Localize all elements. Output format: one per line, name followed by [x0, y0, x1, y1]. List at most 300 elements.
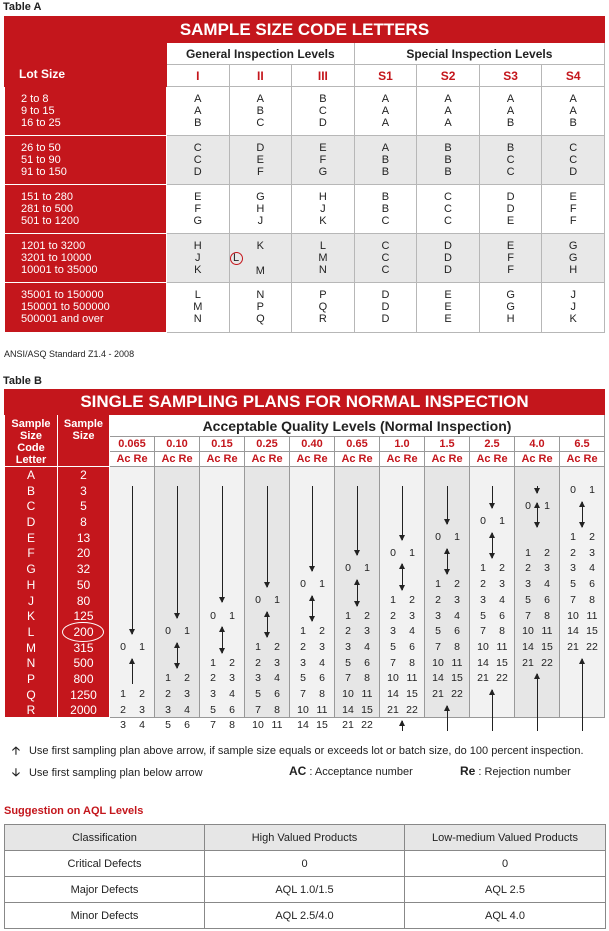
code-letter-cell	[542, 283, 605, 333]
lot-range: 16 to 25	[21, 117, 61, 129]
code-letter: G	[26, 562, 36, 577]
code-letter: E	[506, 215, 515, 227]
lot-size-cell	[5, 185, 167, 234]
legend-down-text: Use first sampling plan below arrow	[28, 767, 203, 779]
code-letter: F	[319, 154, 327, 166]
code-letter: K	[319, 215, 327, 227]
re-value: 4	[364, 640, 370, 653]
lot-size-header: Lot Size	[5, 43, 167, 87]
ac-value: 2	[525, 562, 531, 575]
code-letter: C	[318, 105, 327, 117]
re-value: 6	[229, 703, 235, 716]
sample-size-header: Sample Size	[58, 415, 110, 467]
table-row	[5, 234, 605, 283]
ac-value: 3	[480, 593, 486, 606]
ac-value: 10	[297, 703, 309, 716]
re-value: 6	[364, 656, 370, 669]
re-value: 8	[544, 609, 550, 622]
code-letter: K	[569, 313, 577, 325]
code-letter: F	[507, 264, 514, 276]
code-letter-cell	[417, 234, 480, 283]
re-value: 11	[406, 672, 418, 685]
code-letter: H	[193, 240, 202, 252]
code-letter-cell	[229, 87, 292, 136]
standard-note: ANSI/ASQ Standard Z1.4 - 2008	[4, 349, 135, 359]
sample-size: 8	[80, 515, 87, 530]
suggestion-cell: AQL 2.5/4.0	[205, 903, 405, 929]
re-text: : Rejection number	[478, 766, 571, 778]
ac-value: 5	[480, 609, 486, 622]
aql-level: 2.5	[470, 437, 515, 452]
code-letter: B	[506, 142, 515, 154]
code-letter: A	[506, 105, 515, 117]
up-arrow-icon	[537, 674, 538, 731]
aql-level: 0.65	[335, 437, 380, 452]
ac-value: 14	[342, 703, 354, 716]
code-letter-cell	[229, 234, 292, 283]
re-value: 22	[361, 719, 373, 732]
ac-value: 0	[165, 625, 171, 638]
re-value: 2	[229, 656, 235, 669]
code-letter: A	[381, 93, 390, 105]
ac-re-header	[200, 452, 245, 467]
code-letter-cell	[229, 283, 292, 333]
lot-range: 2 to 8	[21, 93, 49, 105]
ac-value: 21	[522, 656, 534, 669]
legend-re	[460, 764, 571, 778]
re-value: 1	[589, 484, 595, 496]
re-value: 4	[319, 656, 325, 669]
sample-size-code-table	[4, 16, 605, 333]
suggestion-cell: Critical Defects	[5, 851, 205, 877]
code-letter: J	[195, 252, 201, 264]
code-letter: M	[318, 252, 328, 264]
both-arrow-icon	[267, 612, 268, 637]
sample-size: 315	[73, 640, 94, 655]
re-value: 6	[409, 640, 415, 653]
ac-value: 1	[165, 672, 171, 685]
code-letter-cell	[167, 136, 230, 185]
code-letter: J	[257, 215, 264, 227]
suggestion-cell: Major Defects	[5, 877, 205, 903]
ac-value: 14	[567, 625, 579, 638]
ac-value: 21	[477, 672, 489, 685]
code-letter: A	[194, 105, 202, 117]
re-value: 2	[139, 687, 145, 700]
level-header: III	[292, 65, 355, 87]
code-letter-cell	[292, 136, 355, 185]
ac-value: 5	[525, 593, 531, 606]
re-value: 15	[406, 687, 418, 700]
re-value: 8	[454, 640, 460, 653]
code-letter-cell	[542, 136, 605, 185]
both-arrow-icon	[537, 503, 538, 527]
re-value: 2	[454, 578, 460, 591]
code-letter: C	[256, 117, 265, 129]
code-letter: N	[256, 289, 265, 301]
down-arrow-icon: 🡣	[12, 767, 20, 779]
re-label: Re	[358, 453, 373, 465]
ac-value: 1	[480, 562, 486, 575]
re-value: 4	[454, 609, 460, 622]
re-value: 6	[319, 672, 325, 685]
up-arrow-icon	[402, 721, 403, 731]
re-value: 6	[499, 609, 505, 622]
ac-value: 5	[390, 640, 396, 653]
ac-text: : Acceptance number	[309, 766, 413, 778]
both-arrow-icon	[402, 564, 403, 589]
code-letter: N	[318, 264, 327, 276]
re-value: 1	[364, 562, 370, 575]
sample-size: 500	[73, 656, 94, 671]
lot-range: 91 to 150	[21, 166, 67, 178]
ac-label: Ac	[431, 453, 446, 465]
table-row	[5, 87, 605, 136]
re-label: Re	[403, 453, 418, 465]
re-value: 1	[229, 609, 235, 622]
table-b-title: SINGLE SAMPLING PLANS FOR NORMAL INSPECTION	[5, 390, 605, 415]
ac-value: 3	[120, 719, 126, 732]
re-value: 3	[589, 546, 595, 559]
code-letter: N	[193, 313, 202, 325]
ac-value: 1	[210, 656, 216, 669]
code-letter: F	[569, 215, 577, 227]
code-letter-cell	[292, 283, 355, 333]
re-value: 1	[139, 640, 145, 653]
both-arrow-icon	[447, 549, 448, 574]
code-letter-cell	[167, 87, 230, 136]
ac-value: 10	[432, 656, 444, 669]
lot-range: 10001 to 35000	[21, 264, 98, 276]
aql-level: 0.40	[290, 437, 335, 452]
re-value: 6	[589, 578, 595, 591]
highlight-oval	[62, 622, 104, 642]
code-letter-cell	[354, 87, 417, 136]
code-letter-cell	[167, 185, 230, 234]
down-arrow-icon	[132, 486, 133, 634]
ac-value: 0	[300, 578, 306, 591]
re-label: Re	[448, 453, 463, 465]
re-value: 8	[364, 672, 370, 685]
code-letter: H	[569, 264, 578, 276]
code-letter-cell	[354, 234, 417, 283]
up-arrow-icon	[132, 659, 133, 684]
ac-value: 2	[165, 687, 171, 700]
re-value: 15	[541, 640, 553, 653]
ac-value: 14	[297, 719, 309, 732]
code-letter: D	[193, 166, 202, 178]
table-b-label: Table B	[3, 375, 42, 387]
code-letter: P	[256, 301, 265, 313]
code-letter-cell	[229, 136, 292, 185]
aql-level: 1.0	[380, 437, 425, 452]
ac-value: 1	[255, 640, 261, 653]
level-header: S2	[417, 65, 480, 87]
code-letter-cell	[479, 87, 542, 136]
re-value: 22	[406, 703, 418, 716]
ac-value: 1	[525, 546, 531, 559]
code-letter: C	[444, 203, 452, 215]
code-letter: D	[381, 289, 390, 301]
both-arrow-icon	[582, 502, 583, 527]
code-letter: C	[444, 191, 452, 203]
ac-value: 7	[570, 593, 576, 606]
ac-value: 10	[477, 640, 489, 653]
re-value: 4	[499, 593, 505, 606]
ac-value: 7	[210, 719, 216, 732]
code-letter-cell	[354, 283, 417, 333]
code-letter: L	[194, 289, 201, 301]
down-arrow-icon	[312, 486, 313, 571]
code-letter-cell	[292, 87, 355, 136]
ac-value: 2	[210, 672, 216, 685]
re-value: 1	[544, 499, 550, 512]
code-letter: B	[26, 483, 35, 498]
re-value: 8	[319, 687, 325, 700]
code-letter-cell	[417, 136, 480, 185]
ac-label: Ac	[566, 453, 581, 465]
re-value: 22	[586, 640, 598, 653]
ac-value: 7	[525, 609, 531, 622]
code-letter: B	[444, 166, 452, 178]
re-value: 22	[541, 656, 553, 669]
re-value: 4	[184, 703, 190, 716]
code-letter: G	[318, 166, 328, 178]
aql-level: 0.15	[200, 437, 245, 452]
code-letter: B	[381, 166, 390, 178]
ac-value: 3	[210, 687, 216, 700]
re-value: 15	[451, 672, 463, 685]
re-value: 2	[499, 562, 505, 575]
ac-value: 14	[387, 687, 399, 700]
code-letter: D	[256, 142, 265, 154]
code-letter: C	[381, 240, 390, 252]
code-letter-cell	[417, 283, 480, 333]
ac-value: 5	[435, 625, 441, 638]
code-letter: D	[444, 240, 452, 252]
code-letter: J	[570, 301, 576, 313]
lot-size-cell	[5, 234, 167, 283]
ac-value: 2	[300, 640, 306, 653]
re-value: 8	[274, 703, 280, 716]
code-letter: M	[255, 265, 265, 277]
code-letter: J	[570, 289, 576, 301]
code-letter: M	[193, 301, 203, 313]
re-value: 4	[409, 625, 415, 638]
re-value: 3	[139, 703, 145, 716]
ac-value: 3	[570, 562, 576, 575]
re-value: 3	[184, 687, 190, 700]
code-letter-cell	[292, 185, 355, 234]
code-letter: L	[319, 240, 326, 252]
suggestion-header: Classification	[5, 825, 205, 851]
ac-value: 21	[387, 703, 399, 716]
code-letter: H	[256, 203, 265, 215]
ac-value: 0	[120, 640, 126, 653]
code-letter-cell	[479, 234, 542, 283]
re-value: 1	[319, 578, 325, 591]
code-letter: J	[28, 593, 34, 608]
table-row	[5, 877, 606, 903]
general-levels-header: General Inspection Levels	[167, 43, 355, 65]
aql-title: Acceptable Quality Levels (Normal Inspection)	[110, 415, 605, 437]
ac-value: 3	[390, 625, 396, 638]
code-letter: F	[194, 203, 202, 215]
ac-re-header	[470, 452, 515, 467]
re-value: 11	[361, 687, 373, 700]
code-letter: E	[506, 240, 515, 252]
ac-value: 14	[432, 672, 444, 685]
code-letter: R	[26, 703, 36, 718]
code-letter: A	[569, 93, 577, 105]
re-value: 11	[271, 719, 283, 732]
code-letter: G	[506, 289, 515, 301]
code-letter: C	[506, 166, 515, 178]
re-value: 3	[454, 593, 460, 606]
code-letter-cell	[354, 185, 417, 234]
code-letter: D	[444, 264, 452, 276]
table-a-label: Table A	[3, 1, 42, 13]
re-value: 11	[541, 625, 553, 638]
ac-value: 7	[480, 625, 486, 638]
code-letter: G	[568, 252, 578, 264]
code-letter: G	[193, 215, 203, 227]
ac-value: 5	[345, 656, 351, 669]
code-letter-cell	[542, 87, 605, 136]
ac-value: 3	[345, 640, 351, 653]
table-row	[5, 903, 606, 929]
code-letter: C	[381, 215, 390, 227]
ac-value: 21	[567, 640, 579, 653]
code-letter: C	[193, 142, 202, 154]
code-letter: B	[444, 142, 452, 154]
ac-value: 10	[252, 719, 264, 732]
re-value: 15	[361, 703, 373, 716]
suggestion-cell: 0	[205, 851, 405, 877]
suggestion-cell: AQL 1.0/1.5	[205, 877, 405, 903]
re-value: 3	[229, 672, 235, 685]
ac-value: 0	[390, 546, 396, 559]
ac-re-header	[155, 452, 200, 467]
ac-value: 14	[477, 656, 489, 669]
code-letter: E	[319, 142, 327, 154]
ac-value: 14	[522, 640, 534, 653]
code-letter: A	[444, 105, 452, 117]
re-value: 2	[409, 593, 415, 606]
code-letter: H	[318, 191, 327, 203]
ac-re-header	[380, 452, 425, 467]
code-letter: K	[256, 240, 265, 252]
code-letter: C	[444, 215, 452, 227]
re-label: Re	[460, 764, 476, 778]
code-letter: N	[26, 656, 36, 671]
code-letter: B	[381, 203, 390, 215]
sample-size: 13	[76, 530, 91, 545]
code-letter: P	[319, 289, 327, 301]
ac-value: 1	[435, 578, 441, 591]
ac-label: Ac	[116, 453, 131, 465]
ac-value: 2	[345, 625, 351, 638]
code-letter-header: Sample Size Code Letter	[5, 415, 58, 467]
legend-ac	[289, 764, 413, 778]
code-letter: D	[381, 313, 390, 325]
code-letter: G	[506, 301, 515, 313]
re-value: 1	[499, 515, 505, 528]
code-letter: G	[256, 191, 265, 203]
code-letter: A	[194, 93, 202, 105]
code-letter: K	[26, 609, 35, 624]
aql-level: 6.5	[560, 437, 605, 452]
ac-value: 0	[525, 499, 531, 512]
ac-value: 0	[255, 593, 261, 606]
suggestion-title: Suggestion on AQL Levels	[4, 805, 144, 817]
code-letter-cell	[167, 283, 230, 333]
code-letter: L	[27, 624, 35, 639]
code-letter: D	[444, 252, 452, 264]
ac-label: Ac	[161, 453, 176, 465]
code-letter: A	[506, 93, 515, 105]
ac-value: 0	[345, 562, 351, 575]
up-arrow-icon	[492, 690, 493, 731]
ac-value: 5	[165, 719, 171, 732]
lot-size-cell	[5, 283, 167, 333]
level-header: S4	[542, 65, 605, 87]
re-value: 8	[499, 625, 505, 638]
re-value: 4	[544, 578, 550, 591]
re-value: 2	[364, 609, 370, 622]
lot-range: 501 to 1200	[21, 215, 80, 227]
code-letter: E	[26, 530, 35, 545]
re-label: Re	[313, 453, 328, 465]
re-value: 3	[409, 609, 415, 622]
re-value: 2	[274, 640, 280, 653]
ac-value: 2	[570, 546, 576, 559]
code-letter-cell	[292, 234, 355, 283]
ac-value: 3	[525, 578, 531, 591]
sample-sizes-column	[58, 467, 110, 718]
aql-level: 0.10	[155, 437, 200, 452]
code-letter: C	[569, 154, 578, 166]
aql-suggestion-table	[4, 824, 606, 929]
suggestion-cell: AQL 4.0	[405, 903, 606, 929]
code-letter-cell	[542, 234, 605, 283]
ac-label: Ac	[386, 453, 401, 465]
ac-value: 2	[390, 609, 396, 622]
up-arrow-icon: 🡡	[12, 745, 20, 757]
re-value: 4	[139, 719, 145, 732]
re-value: 2	[319, 625, 325, 638]
down-arrow-icon	[492, 486, 493, 508]
legend-up	[12, 742, 584, 761]
code-letter: F	[27, 546, 35, 561]
re-value: 11	[451, 656, 463, 669]
re-value: 11	[586, 609, 598, 622]
code-letter: B	[569, 117, 577, 129]
re-value: 6	[544, 593, 550, 606]
ac-re-header	[290, 452, 335, 467]
code-letter: Q	[256, 313, 265, 325]
ac-value: 2	[480, 578, 486, 591]
re-value: 3	[499, 578, 505, 591]
code-letter: A	[381, 117, 390, 129]
both-arrow-icon	[312, 596, 313, 621]
code-letter: A	[256, 93, 265, 105]
code-letter: D	[26, 515, 36, 530]
code-letter-cell	[167, 234, 230, 283]
code-letter: H	[506, 313, 515, 325]
sample-size: 2	[80, 468, 87, 482]
ac-re-header	[425, 452, 470, 467]
